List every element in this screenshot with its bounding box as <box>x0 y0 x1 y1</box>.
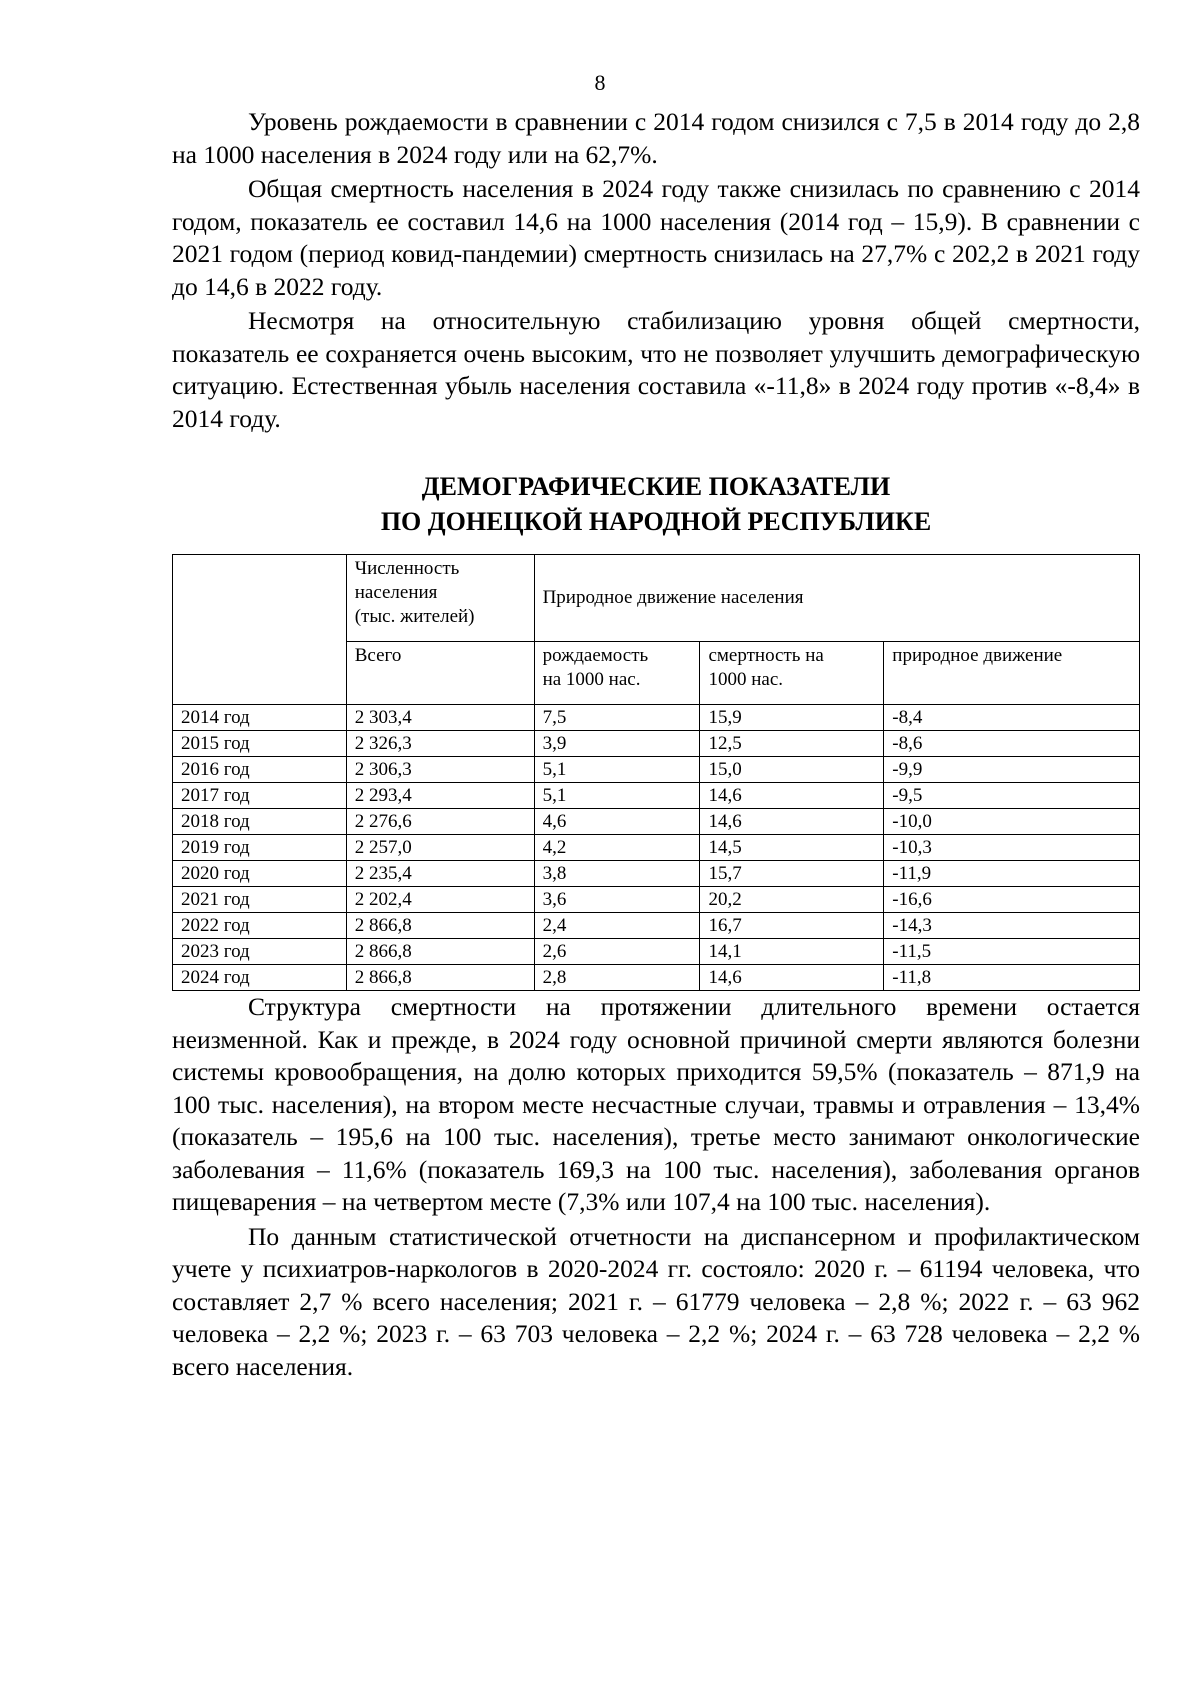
header-population-line-3: (тыс. жителей) <box>354 606 475 627</box>
cell-death: 15,9 <box>700 705 884 731</box>
paragraph-birth-rate: Уровень рождаемости в сравнении с 2014 годом снизился с 7,5 в 2014 году до 2,8 на 1000 населения в 2024 году или на 62,7%. <box>172 107 1140 169</box>
cell-birth: 2,8 <box>534 965 700 991</box>
table-title <box>172 469 1140 539</box>
demographic-table <box>172 554 1140 991</box>
cell-change: -9,5 <box>884 783 1140 809</box>
cell-population: 2 866,8 <box>346 913 534 939</box>
cell-population: 2 202,4 <box>346 887 534 913</box>
cell-birth: 2,4 <box>534 913 700 939</box>
cell-birth: 3,6 <box>534 887 700 913</box>
cell-birth: 4,6 <box>534 809 700 835</box>
page-number: 8 <box>594 70 606 95</box>
cell-death: 14,5 <box>700 835 884 861</box>
cell-change: -11,9 <box>884 861 1140 887</box>
table-row <box>173 887 1140 913</box>
cell-birth: 5,1 <box>534 783 700 809</box>
cell-population: 2 866,8 <box>346 965 534 991</box>
cell-change: -16,6 <box>884 887 1140 913</box>
header-mortality-line-2: 1000 нас. <box>708 669 784 690</box>
cell-death: 14,6 <box>700 783 884 809</box>
table-title-line-2: ПО ДОНЕЦКОЙ НАРОДНОЙ РЕСПУБЛИКЕ <box>380 507 932 536</box>
table-row <box>173 965 1140 991</box>
cell-change: -14,3 <box>884 913 1140 939</box>
cell-year: 2015 год <box>173 731 347 757</box>
table-body <box>173 705 1140 991</box>
cell-year: 2014 год <box>173 705 347 731</box>
cell-change: -9,9 <box>884 757 1140 783</box>
cell-birth: 3,9 <box>534 731 700 757</box>
header-natural-change: природное движение <box>884 642 1140 705</box>
paragraph-natural-decline: Несмотря на относительную стабилизацию уровня общей смертности, показатель ее сохраняется очень высоким, что не позволяет улучшить демографическую ситуацию. Естественная убыль населения составила «-11,8» в 2024 году против «-8,4» в 2014 году. <box>172 306 1140 433</box>
cell-birth: 4,2 <box>534 835 700 861</box>
cell-death: 14,1 <box>700 939 884 965</box>
paragraph-mortality: Общая смертность населения в 2024 году также снизилась по сравнению с 2014 годом, показатель ее составил 14,6 на 1000 населения (2014 год – 15,9). В сравнении с 2021 годом (период ковид-пандемии) смертность снизилась на 27,7% с 202,2 в 2021 году до 14,6 в 2022 году. <box>172 174 1140 301</box>
cell-year: 2024 год <box>173 965 347 991</box>
header-birth-rate-line-2: на 1000 нас. <box>542 669 641 690</box>
cell-year: 2023 год <box>173 939 347 965</box>
table-row <box>173 835 1140 861</box>
cell-year: 2016 год <box>173 757 347 783</box>
cell-population: 2 306,3 <box>346 757 534 783</box>
cell-population: 2 235,4 <box>346 861 534 887</box>
table-row <box>173 809 1140 835</box>
header-population-line-1: Численность <box>354 558 460 579</box>
header-birth-rate-line-1: рождаемость <box>542 645 649 666</box>
table-header-row-1 <box>173 555 1140 642</box>
paragraph-mortality-structure: Структура смертности на протяжении длительного времени остается неизменной. Как и прежде, в 2024 году основной причиной смерти являются болезни системы кровообращения, на долю которых приходится 59,5% (показатель – 871,9 на 100 тыс. населения), на втором месте несчастные случаи, травмы и отравления – 13,4% (показатель – 195,6 на 100 тыс. населения), третье место занимают онкологические заболевания – 11,6% (показатель 169,3 на 100 тыс. населения), заболевания органов пищеварения – на четвертом месте (7,3% или 107,4 на 100 тыс. населения). <box>172 992 1140 1216</box>
table-row <box>173 705 1140 731</box>
cell-death: 15,0 <box>700 757 884 783</box>
cell-death: 14,6 <box>700 965 884 991</box>
header-total: Всего <box>346 642 534 705</box>
cell-year: 2022 год <box>173 913 347 939</box>
header-population-line-2: населения <box>354 582 438 603</box>
cell-death: 12,5 <box>700 731 884 757</box>
header-natural-movement: Природное движение населения <box>534 555 1139 642</box>
header-population <box>346 555 534 642</box>
table-row <box>173 939 1140 965</box>
table-row <box>173 913 1140 939</box>
cell-population: 2 257,0 <box>346 835 534 861</box>
cell-birth: 3,8 <box>534 861 700 887</box>
cell-population: 2 303,4 <box>346 705 534 731</box>
cell-population: 2 293,4 <box>346 783 534 809</box>
cell-population: 2 326,3 <box>346 731 534 757</box>
cell-population: 2 276,6 <box>346 809 534 835</box>
paragraph-narcology-registry: По данным статистической отчетности на диспансерном и профилактическом учете у психиатров-наркологов в 2020-2024 гг. состояло: 2020 г. – 61194 человека, что составляет 2,7 % всего населения; 2021 г. – 61779 человека – 2,8 %; 2022 г. – 63 962 человека – 2,2 %; 2023 г. – 63 703 человека – 2,2 %; 2024 г. – 63 728 человека – 2,2 % всего населения. <box>172 1221 1140 1381</box>
table-row <box>173 731 1140 757</box>
cell-population: 2 866,8 <box>346 939 534 965</box>
cell-year: 2019 год <box>173 835 347 861</box>
cell-change: -8,6 <box>884 731 1140 757</box>
header-mortality <box>700 642 884 705</box>
cell-change: -10,3 <box>884 835 1140 861</box>
table-row <box>173 757 1140 783</box>
header-empty-cell <box>173 555 347 705</box>
cell-death: 14,6 <box>700 809 884 835</box>
cell-birth: 5,1 <box>534 757 700 783</box>
cell-year: 2017 год <box>173 783 347 809</box>
cell-death: 20,2 <box>700 887 884 913</box>
cell-death: 15,7 <box>700 861 884 887</box>
cell-year: 2020 год <box>173 861 347 887</box>
header-mortality-line-1: смертность на <box>708 645 824 666</box>
cell-change: -11,5 <box>884 939 1140 965</box>
cell-birth: 7,5 <box>534 705 700 731</box>
cell-change: -11,8 <box>884 965 1140 991</box>
cell-death: 16,7 <box>700 913 884 939</box>
cell-change: -8,4 <box>884 705 1140 731</box>
cell-birth: 2,6 <box>534 939 700 965</box>
table-title-line-1: ДЕМОГРАФИЧЕСКИЕ ПОКАЗАТЕЛИ <box>421 472 891 501</box>
header-birth-rate <box>534 642 700 705</box>
table-row <box>173 783 1140 809</box>
table-row <box>173 861 1140 887</box>
cell-year: 2018 год <box>173 809 347 835</box>
cell-year: 2021 год <box>173 887 347 913</box>
cell-change: -10,0 <box>884 809 1140 835</box>
document-body <box>172 106 1140 1383</box>
